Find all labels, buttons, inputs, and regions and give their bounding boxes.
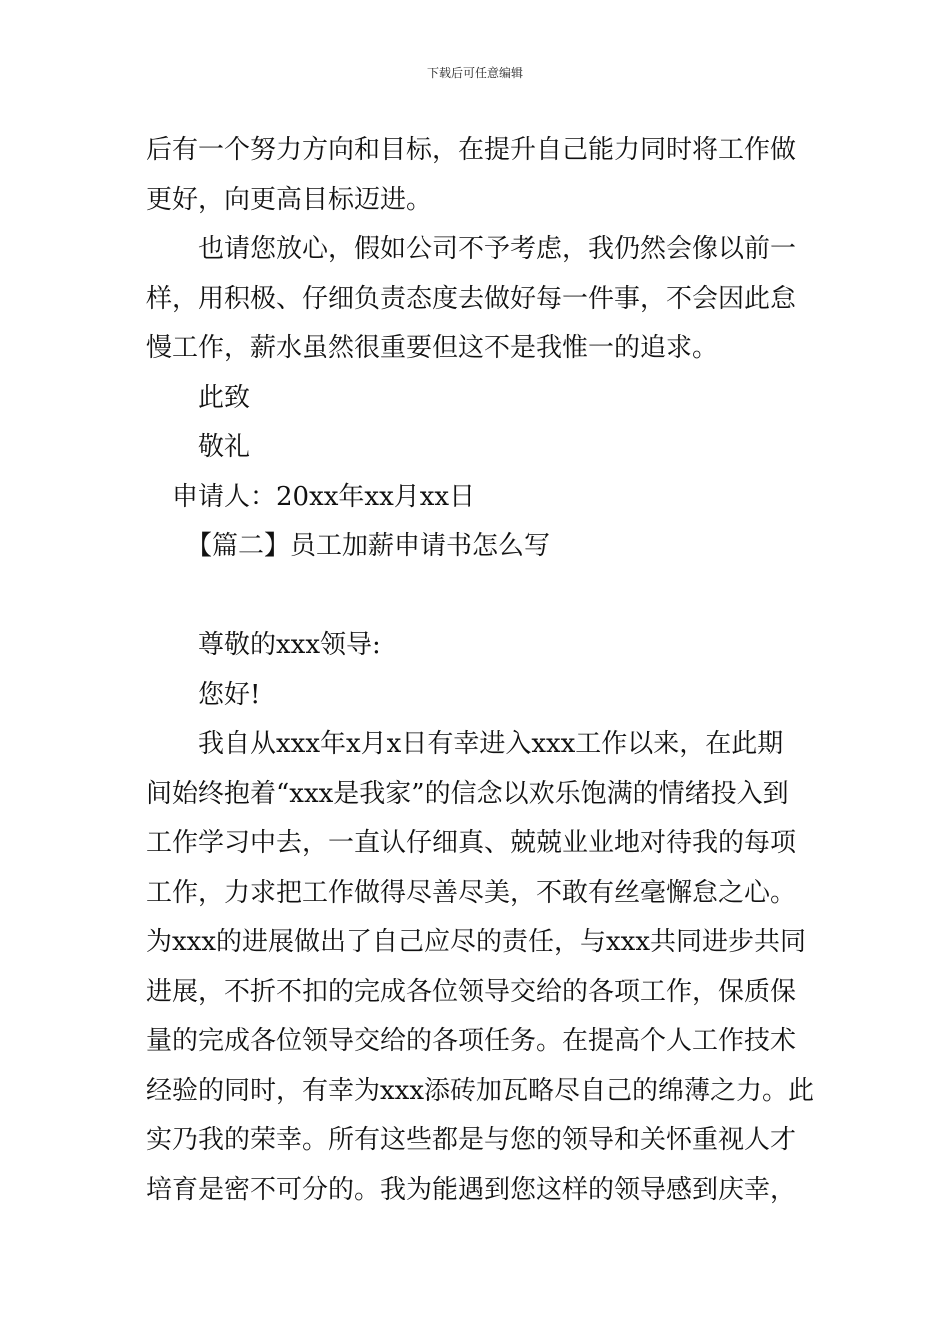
salutation: 尊敬的xxx领导: xyxy=(198,630,381,660)
paragraph-line: 量的完成各位领导交给的各项任务。在提高个人工作技术 xyxy=(146,1026,797,1056)
document-body xyxy=(146,126,814,1215)
paragraph-line: 工作，力求把工作做得尽善尽美，不敢有丝毫懈怠之心。 xyxy=(146,877,797,908)
paragraph-line: 间始终抱着“xxx是我家”的信念以欢乐饱满的情绪投入到 xyxy=(146,778,789,809)
greeting: 您好! xyxy=(198,679,261,710)
paragraph-line: 更好，向更高目标迈进。 xyxy=(146,184,433,215)
paragraph-line: 我自从xxx年x月x日有幸进入xxx工作以来，在此期 xyxy=(198,729,784,759)
paragraph-line: 培育是密不可分的。我为能遇到您这样的领导感到庆幸， xyxy=(146,1174,797,1205)
paragraph-line: 实乃我的荣幸。所有这些都是与您的领导和关怀重视人才 xyxy=(146,1125,797,1155)
section-heading: 【篇二】员工加薪申请书怎么写 xyxy=(186,531,551,561)
paragraph-line: 工作学习中去，一直认仔细真、兢兢业业地对待我的每项 xyxy=(146,828,797,858)
closing-line: 敬礼 xyxy=(198,432,251,462)
paragraph-line: 进展，不折不扣的完成各位领导交给的各项工作，保质保 xyxy=(146,976,797,1007)
signature-line: 申请人：20xx年xx月xx日 xyxy=(172,481,476,512)
paragraph-line: 经验的同时，有幸为xxx添砖加瓦略尽自己的绵薄之力。此 xyxy=(146,1075,814,1106)
paragraph-line: 后有一个努力方向和目标，在提升自己能力同时将工作做 xyxy=(146,135,797,165)
page-header: 下载后可任意编辑 xyxy=(426,66,523,80)
paragraph-line: 为xxx的进展做出了自己应尽的责任，与xxx共同进步共同 xyxy=(146,927,806,957)
paragraph-line: 慢工作，薪水虽然很重要但这不是我惟一的追求。 xyxy=(146,333,719,363)
closing-line: 此致 xyxy=(198,382,251,413)
paragraph-line: 也请您放心，假如公司不予考虑，我仍然会像以前一 xyxy=(198,234,797,264)
blank-line xyxy=(146,572,806,622)
paragraph-line: 样，用积极、仔细负责态度去做好每一件事，不会因此怠 xyxy=(146,283,797,314)
